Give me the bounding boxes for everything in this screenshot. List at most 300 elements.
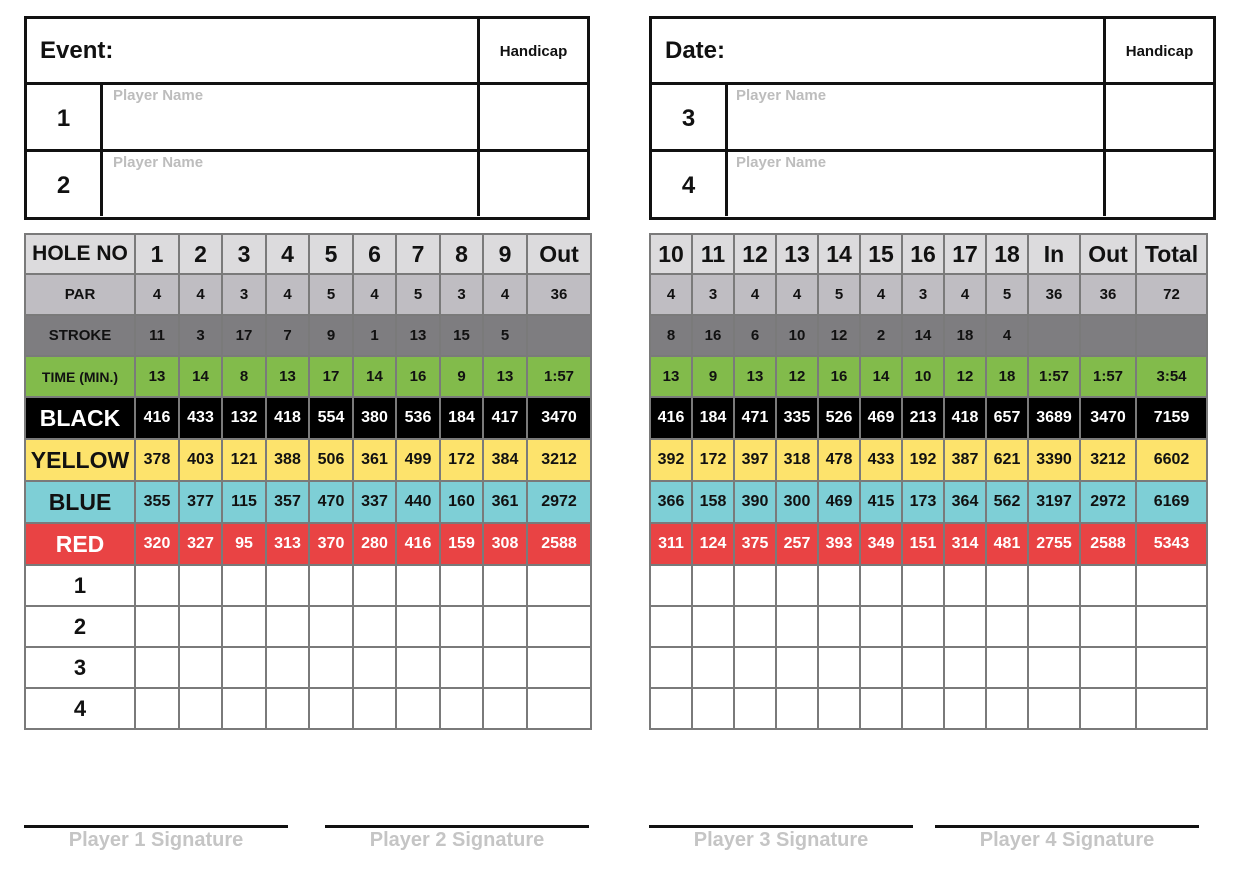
stroke-value-cell: 4 — [986, 315, 1028, 356]
blue-value-cell: 415 — [860, 481, 902, 523]
blue-value-cell: 357 — [266, 481, 309, 523]
blue-value-cell: 361 — [483, 481, 527, 523]
par-value-cell: 4 — [944, 274, 986, 315]
player-row-label: 2 — [25, 606, 135, 647]
blue-row — [25, 481, 591, 523]
yellow-value-cell: 384 — [483, 439, 527, 481]
par-value-cell: 36 — [527, 274, 591, 315]
score-entry-cell[interactable] — [179, 688, 222, 729]
stroke-row — [25, 315, 591, 356]
black-value-cell: 213 — [902, 397, 944, 439]
par-value-cell: 4 — [483, 274, 527, 315]
score-entry-cell[interactable] — [309, 688, 353, 729]
yellow-value-cell: 121 — [222, 439, 266, 481]
player-number-cell — [652, 85, 728, 149]
red-row — [650, 523, 1207, 565]
yellow-value-cell: 6602 — [1136, 439, 1207, 481]
player-score-row — [25, 606, 591, 647]
hole-number-row — [650, 234, 1207, 274]
row-label: HOLE NO — [25, 234, 135, 274]
player-4-name-field[interactable]: Player Name — [736, 154, 827, 171]
score-entry-cell[interactable] — [650, 565, 692, 606]
par-value-cell: 5 — [986, 274, 1028, 315]
score-entry-cell[interactable] — [944, 565, 986, 606]
player-row-label: 4 — [25, 688, 135, 729]
handicap-header-cell — [1103, 19, 1213, 82]
score-entry-cell[interactable] — [692, 688, 734, 729]
hole-number-cell: 17 — [944, 234, 986, 274]
stroke-value-cell: 7 — [266, 315, 309, 356]
yellow-value-cell: 378 — [135, 439, 179, 481]
time-value-cell: 1:57 — [1080, 356, 1136, 397]
par-value-cell: 4 — [650, 274, 692, 315]
black-value-cell: 3470 — [527, 397, 591, 439]
par-value-cell: 36 — [1028, 274, 1080, 315]
score-entry-cell[interactable] — [353, 565, 396, 606]
yellow-value-cell: 361 — [353, 439, 396, 481]
par-value-cell: 4 — [734, 274, 776, 315]
score-entry-cell[interactable] — [860, 688, 902, 729]
stroke-value-cell: 13 — [396, 315, 440, 356]
red-row — [25, 523, 591, 565]
score-entry-cell[interactable] — [986, 647, 1028, 688]
score-entry-cell[interactable] — [650, 688, 692, 729]
score-entry-cell[interactable] — [860, 565, 902, 606]
yellow-value-cell: 499 — [396, 439, 440, 481]
score-entry-cell[interactable] — [776, 565, 818, 606]
score-entry-cell[interactable] — [692, 606, 734, 647]
par-value-cell: 4 — [860, 274, 902, 315]
red-value-cell: 280 — [353, 523, 396, 565]
player-score-row — [25, 647, 591, 688]
stroke-row — [650, 315, 1207, 356]
red-value-cell: 481 — [986, 523, 1028, 565]
score-entry-cell[interactable] — [650, 647, 692, 688]
score-entry-cell[interactable] — [944, 606, 986, 647]
red-value-cell: 159 — [440, 523, 483, 565]
score-entry-cell[interactable] — [818, 647, 860, 688]
score-entry-cell[interactable] — [222, 647, 266, 688]
player-number: 4 — [681, 172, 696, 199]
player-3-signature-line[interactable] — [649, 825, 913, 828]
par-row — [650, 274, 1207, 315]
score-entry-cell[interactable] — [135, 606, 179, 647]
player-4-handicap-field[interactable] — [1103, 152, 1213, 216]
blue-value-cell: 390 — [734, 481, 776, 523]
score-entry-cell[interactable] — [440, 606, 483, 647]
black-value-cell: 3689 — [1028, 397, 1080, 439]
player-4-row — [652, 152, 1213, 216]
yellow-value-cell: 3212 — [1080, 439, 1136, 481]
player-3-name-field[interactable]: Player Name — [736, 87, 827, 104]
red-value-cell: 2755 — [1028, 523, 1080, 565]
time-value-cell: 9 — [692, 356, 734, 397]
score-entry-cell[interactable] — [222, 565, 266, 606]
score-entry-cell[interactable] — [396, 606, 440, 647]
hole-number-cell: 11 — [692, 234, 734, 274]
player-3-handicap-field[interactable] — [1103, 85, 1213, 149]
black-value-cell: 132 — [222, 397, 266, 439]
red-value-cell: 349 — [860, 523, 902, 565]
score-entry-cell[interactable] — [776, 606, 818, 647]
yellow-value-cell: 506 — [309, 439, 353, 481]
score-entry-cell[interactable] — [309, 565, 353, 606]
blue-value-cell: 300 — [776, 481, 818, 523]
stroke-value-cell: 12 — [818, 315, 860, 356]
player-number: 3 — [681, 105, 696, 132]
time-value-cell: 14 — [353, 356, 396, 397]
black-row — [650, 397, 1207, 439]
yellow-value-cell: 172 — [692, 439, 734, 481]
score-entry-cell[interactable] — [986, 606, 1028, 647]
hole-number-cell: 7 — [396, 234, 440, 274]
score-entry-cell[interactable] — [309, 606, 353, 647]
date-row — [652, 19, 1213, 85]
score-entry-cell[interactable] — [986, 565, 1028, 606]
hole-number-cell: Out — [527, 234, 591, 274]
score-entry-cell[interactable] — [1028, 565, 1080, 606]
yellow-value-cell: 3212 — [527, 439, 591, 481]
score-entry-cell[interactable] — [902, 565, 944, 606]
blue-value-cell: 3197 — [1028, 481, 1080, 523]
yellow-value-cell: 433 — [860, 439, 902, 481]
player-row-label: 3 — [25, 647, 135, 688]
score-entry-cell[interactable] — [266, 565, 309, 606]
row-label: STROKE — [25, 315, 135, 356]
black-value-cell: 7159 — [1136, 397, 1207, 439]
score-entry-cell[interactable] — [1136, 565, 1207, 606]
row-label: BLACK — [25, 397, 135, 439]
par-value-cell: 4 — [179, 274, 222, 315]
red-value-cell: 370 — [309, 523, 353, 565]
player-1-name-field[interactable]: Player Name — [113, 87, 204, 104]
time-value-cell: 1:57 — [1028, 356, 1080, 397]
score-entry-cell[interactable] — [527, 606, 591, 647]
red-value-cell: 314 — [944, 523, 986, 565]
player-1-handicap-field[interactable] — [477, 85, 587, 149]
blue-value-cell: 115 — [222, 481, 266, 523]
score-entry-cell[interactable] — [734, 688, 776, 729]
score-entry-cell[interactable] — [135, 565, 179, 606]
hole-number-cell: In — [1028, 234, 1080, 274]
player-2-row — [27, 152, 587, 216]
time-value-cell: 13 — [266, 356, 309, 397]
red-value-cell: 313 — [266, 523, 309, 565]
time-value-cell: 3:54 — [1136, 356, 1207, 397]
player-number: 2 — [56, 172, 71, 199]
score-entry-cell[interactable] — [222, 606, 266, 647]
player-2-name-field[interactable]: Player Name — [113, 154, 204, 171]
red-value-cell: 151 — [902, 523, 944, 565]
yellow-value-cell: 392 — [650, 439, 692, 481]
red-value-cell: 416 — [396, 523, 440, 565]
score-entry-cell[interactable] — [266, 647, 309, 688]
handicap-label: Handicap — [1125, 43, 1194, 60]
par-value-cell: 3 — [222, 274, 266, 315]
row-label: BLUE — [25, 481, 135, 523]
score-entry-cell[interactable] — [944, 688, 986, 729]
score-entry-cell[interactable] — [266, 688, 309, 729]
hole-number-cell: Total — [1136, 234, 1207, 274]
score-entry-cell[interactable] — [266, 606, 309, 647]
score-entry-cell[interactable] — [734, 606, 776, 647]
score-entry-cell[interactable] — [1028, 688, 1080, 729]
player-2-signature-label: Player 2 Signature — [369, 829, 545, 851]
time-row — [25, 356, 591, 397]
score-entry-cell[interactable] — [902, 688, 944, 729]
score-entry-cell[interactable] — [440, 565, 483, 606]
hole-number-cell: 8 — [440, 234, 483, 274]
score-entry-cell[interactable] — [1080, 565, 1136, 606]
black-value-cell: 469 — [860, 397, 902, 439]
hole-number-cell: 9 — [483, 234, 527, 274]
player-2-signature-line[interactable] — [325, 825, 589, 828]
score-entry-cell[interactable] — [986, 688, 1028, 729]
score-entry-cell[interactable] — [222, 688, 266, 729]
par-value-cell: 4 — [776, 274, 818, 315]
time-value-cell: 12 — [944, 356, 986, 397]
score-entry-cell[interactable] — [353, 606, 396, 647]
blue-value-cell: 2972 — [1080, 481, 1136, 523]
blue-value-cell: 158 — [692, 481, 734, 523]
black-value-cell: 417 — [483, 397, 527, 439]
stroke-value-cell — [1028, 315, 1080, 356]
score-entry-cell[interactable] — [527, 647, 591, 688]
par-value-cell: 3 — [902, 274, 944, 315]
blue-value-cell: 173 — [902, 481, 944, 523]
stroke-value-cell: 8 — [650, 315, 692, 356]
red-value-cell: 124 — [692, 523, 734, 565]
stroke-value-cell: 17 — [222, 315, 266, 356]
stroke-value-cell — [1136, 315, 1207, 356]
score-entry-cell[interactable] — [179, 606, 222, 647]
stroke-value-cell: 14 — [902, 315, 944, 356]
black-value-cell: 554 — [309, 397, 353, 439]
player-score-row — [650, 565, 1207, 606]
back-nine-scorecard — [649, 233, 1208, 730]
score-entry-cell[interactable] — [818, 688, 860, 729]
row-label: RED — [25, 523, 135, 565]
stroke-value-cell: 5 — [483, 315, 527, 356]
hole-number-cell: 5 — [309, 234, 353, 274]
blue-value-cell: 366 — [650, 481, 692, 523]
blue-value-cell: 160 — [440, 481, 483, 523]
score-entry-cell[interactable] — [818, 565, 860, 606]
stroke-value-cell: 2 — [860, 315, 902, 356]
black-value-cell: 380 — [353, 397, 396, 439]
score-entry-cell[interactable] — [527, 688, 591, 729]
hole-number-cell: 3 — [222, 234, 266, 274]
score-entry-cell[interactable] — [353, 647, 396, 688]
score-entry-cell[interactable] — [650, 606, 692, 647]
score-entry-cell[interactable] — [1136, 647, 1207, 688]
hole-number-cell: 4 — [266, 234, 309, 274]
time-value-cell: 16 — [818, 356, 860, 397]
time-value-cell: 13 — [650, 356, 692, 397]
hole-number-row — [25, 234, 591, 274]
score-entry-cell[interactable] — [396, 647, 440, 688]
score-entry-cell[interactable] — [396, 565, 440, 606]
right-player-header — [649, 16, 1216, 220]
yellow-value-cell: 387 — [944, 439, 986, 481]
yellow-value-cell: 397 — [734, 439, 776, 481]
hole-number-cell: 13 — [776, 234, 818, 274]
stroke-value-cell: 16 — [692, 315, 734, 356]
player-2-handicap-field[interactable] — [477, 152, 587, 216]
stroke-value-cell — [1080, 315, 1136, 356]
score-entry-cell[interactable] — [483, 565, 527, 606]
score-entry-cell[interactable] — [135, 647, 179, 688]
black-value-cell: 3470 — [1080, 397, 1136, 439]
par-value-cell: 5 — [309, 274, 353, 315]
player-score-row — [25, 688, 591, 729]
row-label: PAR — [25, 274, 135, 315]
yellow-value-cell: 621 — [986, 439, 1028, 481]
player-3-signature-label: Player 3 Signature — [693, 829, 869, 851]
time-value-cell: 17 — [309, 356, 353, 397]
player-1-signature-line[interactable] — [24, 825, 288, 828]
hole-number-cell: 15 — [860, 234, 902, 274]
time-value-cell: 18 — [986, 356, 1028, 397]
hole-number-cell: 10 — [650, 234, 692, 274]
score-entry-cell[interactable] — [353, 688, 396, 729]
blue-value-cell: 2972 — [527, 481, 591, 523]
par-value-cell: 4 — [135, 274, 179, 315]
yellow-value-cell: 172 — [440, 439, 483, 481]
hole-number-cell: Out — [1080, 234, 1136, 274]
score-entry-cell[interactable] — [692, 565, 734, 606]
score-entry-cell[interactable] — [483, 647, 527, 688]
yellow-value-cell: 3390 — [1028, 439, 1080, 481]
score-entry-cell[interactable] — [734, 647, 776, 688]
blue-value-cell: 355 — [135, 481, 179, 523]
par-value-cell: 4 — [353, 274, 396, 315]
red-value-cell: 257 — [776, 523, 818, 565]
score-entry-cell[interactable] — [527, 565, 591, 606]
player-score-row — [650, 688, 1207, 729]
black-row — [25, 397, 591, 439]
score-entry-cell[interactable] — [734, 565, 776, 606]
par-row — [25, 274, 591, 315]
black-value-cell: 335 — [776, 397, 818, 439]
time-value-cell: 14 — [860, 356, 902, 397]
time-value-cell: 12 — [776, 356, 818, 397]
par-value-cell: 36 — [1080, 274, 1136, 315]
player-number-cell — [652, 152, 728, 216]
yellow-value-cell: 388 — [266, 439, 309, 481]
score-entry-cell[interactable] — [483, 688, 527, 729]
front-nine-scorecard — [24, 233, 592, 730]
score-entry-cell[interactable] — [902, 647, 944, 688]
red-value-cell: 2588 — [1080, 523, 1136, 565]
hole-number-cell: 16 — [902, 234, 944, 274]
player-1-signature-label: Player 1 Signature — [68, 829, 244, 851]
player-score-row — [650, 606, 1207, 647]
score-entry-cell[interactable] — [860, 647, 902, 688]
player-number-cell — [27, 152, 103, 216]
player-number-cell — [27, 85, 103, 149]
score-entry-cell[interactable] — [440, 647, 483, 688]
time-value-cell: 1:57 — [527, 356, 591, 397]
player-number: 1 — [56, 105, 71, 132]
score-entry-cell[interactable] — [1080, 688, 1136, 729]
yellow-value-cell: 318 — [776, 439, 818, 481]
blue-value-cell: 440 — [396, 481, 440, 523]
time-row — [650, 356, 1207, 397]
score-entry-cell[interactable] — [440, 688, 483, 729]
score-entry-cell[interactable] — [179, 647, 222, 688]
score-entry-cell[interactable] — [944, 647, 986, 688]
score-entry-cell[interactable] — [776, 688, 818, 729]
par-value-cell: 5 — [396, 274, 440, 315]
red-value-cell: 308 — [483, 523, 527, 565]
score-entry-cell[interactable] — [692, 647, 734, 688]
par-value-cell: 3 — [692, 274, 734, 315]
score-entry-cell[interactable] — [483, 606, 527, 647]
par-value-cell: 4 — [266, 274, 309, 315]
black-value-cell: 184 — [692, 397, 734, 439]
score-entry-cell[interactable] — [1028, 647, 1080, 688]
black-value-cell: 536 — [396, 397, 440, 439]
red-value-cell: 393 — [818, 523, 860, 565]
score-entry-cell[interactable] — [1080, 606, 1136, 647]
event-row — [27, 19, 587, 85]
stroke-value-cell: 15 — [440, 315, 483, 356]
score-entry-cell[interactable] — [1028, 606, 1080, 647]
date-label: Date: — [665, 37, 726, 64]
time-value-cell: 14 — [179, 356, 222, 397]
score-entry-cell[interactable] — [902, 606, 944, 647]
black-value-cell: 433 — [179, 397, 222, 439]
player-4-signature-line[interactable] — [935, 825, 1199, 828]
yellow-row — [650, 439, 1207, 481]
score-entry-cell[interactable] — [860, 606, 902, 647]
score-entry-cell[interactable] — [1080, 647, 1136, 688]
time-value-cell: 13 — [135, 356, 179, 397]
yellow-row — [25, 439, 591, 481]
score-entry-cell[interactable] — [776, 647, 818, 688]
player-score-row — [650, 647, 1207, 688]
hole-number-cell: 1 — [135, 234, 179, 274]
time-value-cell: 9 — [440, 356, 483, 397]
red-value-cell: 2588 — [527, 523, 591, 565]
blue-value-cell: 6169 — [1136, 481, 1207, 523]
stroke-value-cell: 6 — [734, 315, 776, 356]
yellow-value-cell: 192 — [902, 439, 944, 481]
hole-number-cell: 6 — [353, 234, 396, 274]
left-player-header — [24, 16, 590, 220]
stroke-value-cell: 1 — [353, 315, 396, 356]
score-entry-cell[interactable] — [1136, 606, 1207, 647]
score-entry-cell[interactable] — [818, 606, 860, 647]
red-value-cell: 95 — [222, 523, 266, 565]
black-value-cell: 416 — [135, 397, 179, 439]
red-value-cell: 327 — [179, 523, 222, 565]
row-label: TIME (MIN.) — [25, 356, 135, 397]
time-value-cell: 8 — [222, 356, 266, 397]
time-value-cell: 13 — [483, 356, 527, 397]
score-entry-cell[interactable] — [135, 688, 179, 729]
blue-row — [650, 481, 1207, 523]
score-entry-cell[interactable] — [396, 688, 440, 729]
score-entry-cell[interactable] — [309, 647, 353, 688]
black-value-cell: 526 — [818, 397, 860, 439]
stroke-value-cell: 9 — [309, 315, 353, 356]
score-entry-cell[interactable] — [179, 565, 222, 606]
score-entry-cell[interactable] — [1136, 688, 1207, 729]
handicap-label: Handicap — [499, 43, 568, 60]
stroke-value-cell: 3 — [179, 315, 222, 356]
